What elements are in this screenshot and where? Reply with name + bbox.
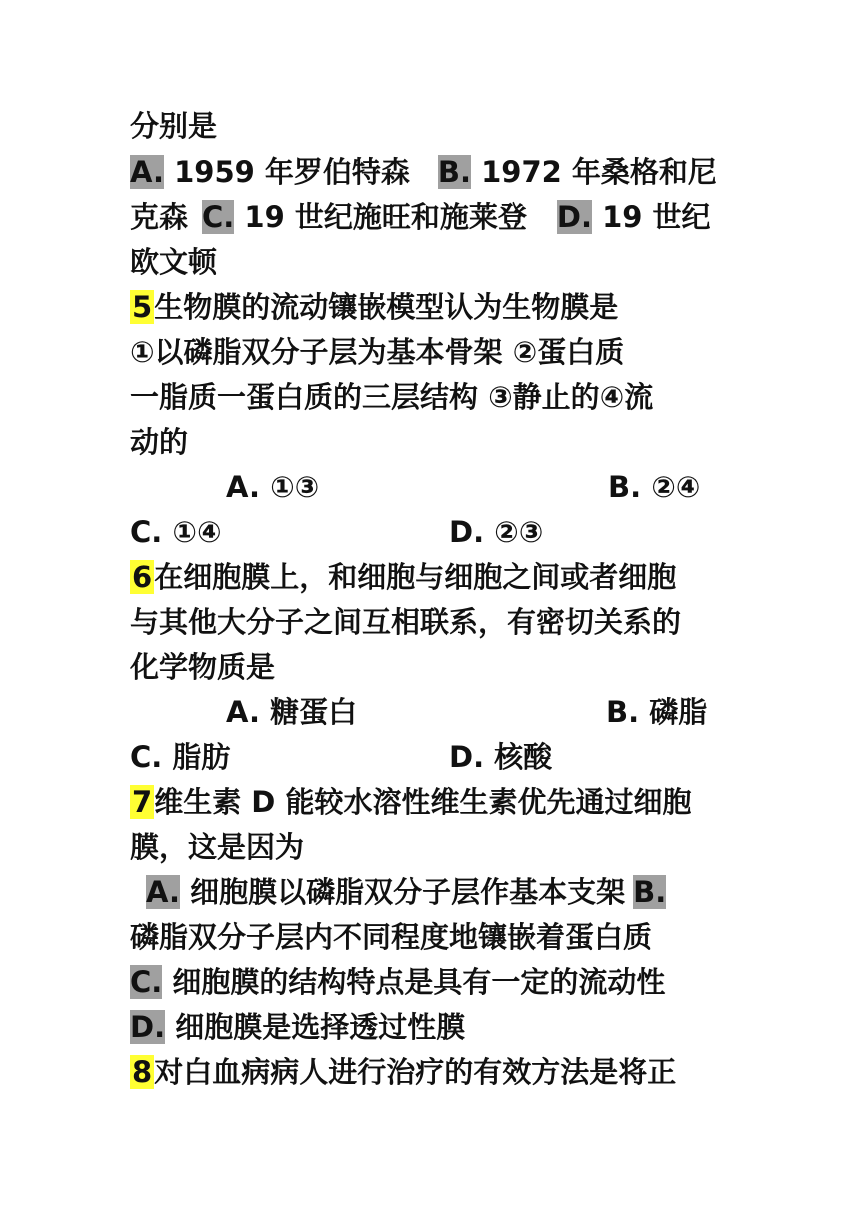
q4-options-line-1 xyxy=(130,150,717,195)
q7-number: 7 xyxy=(132,785,153,819)
q5-line-3: 一脂质一蛋白质的三层结构 ③静止的④流 xyxy=(130,380,654,414)
q6-line-2: 与其他大分子之间互相联系，有密切关系的 xyxy=(130,605,682,639)
q7-option-a-label: A. xyxy=(146,875,180,909)
q4-option-d-label: D. xyxy=(556,200,592,234)
q7-option-c xyxy=(130,960,665,1005)
q5-line-4: 动的 xyxy=(130,425,189,459)
q7-option-c-text: 细胞膜的结构特点是具有一定的流动性 xyxy=(162,965,666,999)
q4-option-b-label: B. xyxy=(437,155,472,189)
q5-option-c: C. ①④ xyxy=(130,515,222,549)
q7-option-a-text: 细胞膜以磷脂双分子层作基本支架 xyxy=(180,875,626,909)
q7-option-b-label: B. xyxy=(633,875,667,909)
q5-stem xyxy=(130,285,618,330)
q7-option-b-text: 磷脂双分子层内不同程度地镶嵌着蛋白质 xyxy=(130,920,653,954)
q7-option-a xyxy=(146,870,666,915)
q7-stem xyxy=(130,780,691,825)
q6-number: 6 xyxy=(132,560,153,594)
q7-option-d-text: 细胞膜是选择透过性膜 xyxy=(165,1010,466,1044)
q6-stem xyxy=(130,555,676,600)
q6-stem-text: 在细胞膜上，和细胞与细胞之间或者细胞 xyxy=(154,560,677,594)
q7-option-c-label: C. xyxy=(130,965,163,999)
q4-options-line-2 xyxy=(130,195,711,240)
q4-option-c-label: C. xyxy=(202,200,235,234)
q6-option-c: C. 脂肪 xyxy=(130,740,231,774)
q8-number: 8 xyxy=(132,1055,153,1089)
q4-option-b-text: 1972 年桑格和尼 xyxy=(471,155,717,189)
q4-option-d-text: 19 世纪 xyxy=(591,200,711,234)
q4-option-c-text: 19 世纪施旺和施莱登 xyxy=(234,200,527,234)
q4-option-b-text-cont: 克森 xyxy=(130,200,189,234)
q5-option-b: B. ②④ xyxy=(608,470,701,504)
q6-option-d: D. 核酸 xyxy=(449,740,553,774)
q5-stem-text: 生物膜的流动镶嵌模型认为生物膜是 xyxy=(154,290,619,324)
q4-option-a-text: 1959 年罗伯特森 xyxy=(164,155,410,189)
q4-stem-tail: 分别是 xyxy=(130,109,218,143)
q7-option-d-label: D. xyxy=(130,1010,166,1044)
q8-stem xyxy=(130,1050,676,1095)
q7-line-2: 膜，这是因为 xyxy=(130,830,305,864)
q7-option-d xyxy=(130,1005,465,1050)
q4-option-d-text-cont: 欧文顿 xyxy=(130,245,218,279)
q5-number: 5 xyxy=(132,290,153,324)
q5-line-2: ①以磷脂双分子层为基本骨架 ②蛋白质 xyxy=(130,335,625,369)
q8-stem-text: 对白血病病人进行治疗的有效方法是将正 xyxy=(154,1055,677,1089)
q4-option-a-label: A. xyxy=(130,155,164,189)
q7-stem-text: 维生素 D 能较水溶性维生素优先通过细胞 xyxy=(154,785,692,819)
q6-option-a: A. 糖蛋白 xyxy=(226,695,358,729)
q5-option-a: A. ①③ xyxy=(226,470,320,504)
q5-option-d: D. ②③ xyxy=(449,515,544,549)
q6-line-3: 化学物质是 xyxy=(130,650,276,684)
q6-option-b: B. 磷脂 xyxy=(606,695,708,729)
